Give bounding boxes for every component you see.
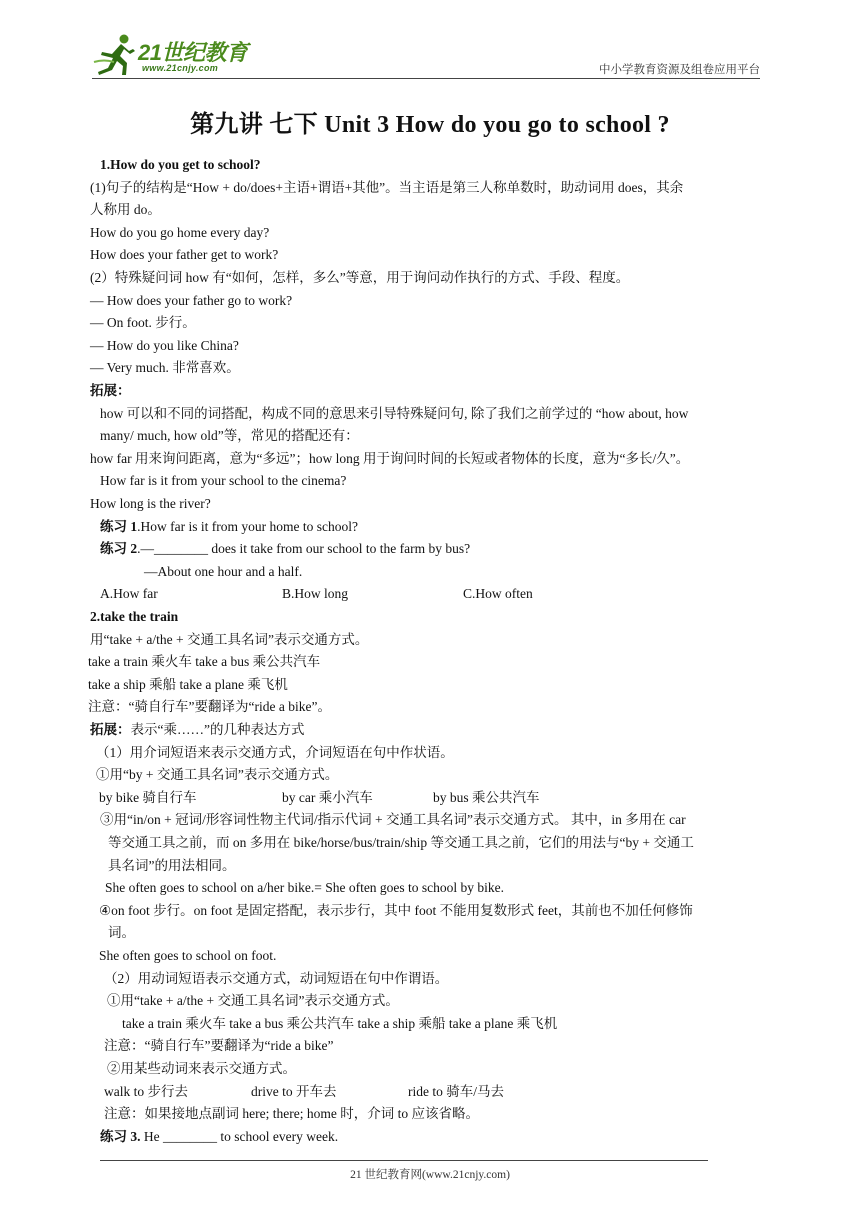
text-line: ③用“in/on + 冠词/形容词性物主代词/指示代词 + 交通工具名词”表示交通方式。 其中，in 多用在 car [100, 812, 686, 828]
header-divider [92, 78, 760, 79]
text-line: how far 用来询问距离，意为“多远”；how long 用于询问时间的长短或者物体的长度，意为“多长/久”。 [90, 450, 690, 466]
text-line: ①用“by + 交通工具名词”表示交通方式。 [96, 767, 339, 783]
footer-divider [100, 1160, 708, 1161]
platform-name: 中小学教育资源及组卷应用平台 [599, 62, 760, 76]
page-title: 第九讲 七下 Unit 3 How do you go to school ? [190, 112, 670, 138]
option-text: by bus 乘公共汽车 [433, 789, 540, 805]
runner-logo-icon [92, 32, 138, 76]
option-text: A.How far [100, 586, 158, 602]
logo-text: 21世纪教育 [138, 40, 248, 65]
option-text: B.How long [282, 586, 349, 602]
text-line: take a ship 乘船 take a plane 乘飞机 [88, 676, 288, 692]
option-text: by car 乘小汽车 [282, 789, 373, 805]
text-line: how 可以和不同的词搭配，构成不同的意思来引导特殊疑问句, 除了我们之前学过的 “how about, how [100, 405, 689, 421]
section-heading: 拓展： [90, 383, 131, 398]
option-text: by bike 骑自行车 [99, 789, 197, 805]
text-line: 词。 [108, 925, 135, 941]
text-line: 等交通工具之前，而 on 多用在 bike/horse/bus/train/ship 等交通工具之前，它们的用法与“by + 交通工 [108, 835, 694, 850]
text-line: —About one hour and a half. [144, 563, 303, 579]
text-line: — How do you like China? [90, 337, 239, 353]
text-line: She often goes to school on a/her bike.= She often goes to school by bike. [105, 880, 505, 896]
text-line: How long is the river? [90, 496, 211, 511]
text-line: 注意：“骑自行车”要翻译为“ride a bike” [104, 1038, 334, 1054]
option-text: C.How often [463, 586, 533, 602]
text-line: 注意：如果接地点副词 here; there; home 时，介词 to 应该省略。 [104, 1106, 479, 1122]
text-line: 注意：“骑自行车”要翻译为“ride a bike”。 [88, 699, 331, 715]
option-text: drive to 开车去 [251, 1083, 337, 1099]
text-line: many/ much, how old”等，常见的搭配还有： [100, 428, 359, 444]
section-heading: 1.How do you get to school? [100, 157, 261, 172]
text-line: 练习 1.How far is it from your home to school? [100, 518, 358, 534]
text-line: How does your father get to work? [90, 247, 279, 263]
text-line: ①用“take + a/the + 交通工具名词”表示交通方式。 [107, 993, 399, 1009]
page-footer[interactable]: 21 世纪教育网(www.21cnjy.com) [350, 1169, 510, 1181]
text-line: （1）用介词短语来表示交通方式，介词短语在句中作状语。 [96, 744, 454, 760]
option-text: ride to 骑车/马去 [408, 1083, 504, 1099]
text-line: — How does your father go to work? [90, 292, 293, 308]
text-line: （2）用动词短语表示交通方式，动词短语在句中作谓语。 [104, 970, 449, 986]
text-line: take a train 乘火车 take a bus 乘公共汽车 take a ship 乘船 take a plane 乘飞机 [122, 1015, 558, 1031]
logo-url: www.21cnjy.com [142, 63, 219, 73]
text-line: 拓展：表示“乘……”的几种表达方式 [90, 722, 305, 737]
site-logo[interactable] [92, 32, 267, 76]
page-header [92, 30, 760, 80]
text-line: She often goes to school on foot. [99, 948, 277, 963]
text-line: 用“take + a/the + 交通工具名词”表示交通方式。 [90, 631, 369, 647]
text-line: How do you go home every day? [90, 224, 270, 240]
text-line: (2）特殊疑问词 how 有“如何，怎样，多么”等意，用于询问动作执行的方式、手段、程度。 [90, 270, 630, 285]
text-line: — Very much. 非常喜欢。 [90, 360, 240, 376]
text-line: ④on foot 步行。on foot 是固定搭配，表示步行，其中 foot 不能用复数形式 feet，其前也不加任何修饰 [99, 902, 693, 918]
text-line: 练习 3. He ________ to school every week. [100, 1128, 339, 1144]
text-line: take a train 乘火车 take a bus 乘公共汽车 [88, 654, 321, 670]
text-line: — On foot. 步行。 [90, 315, 196, 331]
option-text: walk to 步行去 [104, 1083, 188, 1099]
text-line: (1)句子的结构是“How + do/does+主语+谓语+其他”。当主语是第三人称单数时，助动词用 does，其余 [90, 179, 684, 195]
text-line: ②用某些动词来表示交通方式。 [107, 1061, 296, 1076]
text-line: 人称用 do。 [90, 202, 161, 218]
section-heading: 2.take the train [90, 609, 179, 624]
text-line: How far is it from your school to the cinema? [100, 473, 347, 489]
text-line: 练习 2.—________ does it take from our school to the farm by bus? [100, 541, 471, 557]
text-line: 具名词”的用法相同。 [108, 857, 236, 873]
